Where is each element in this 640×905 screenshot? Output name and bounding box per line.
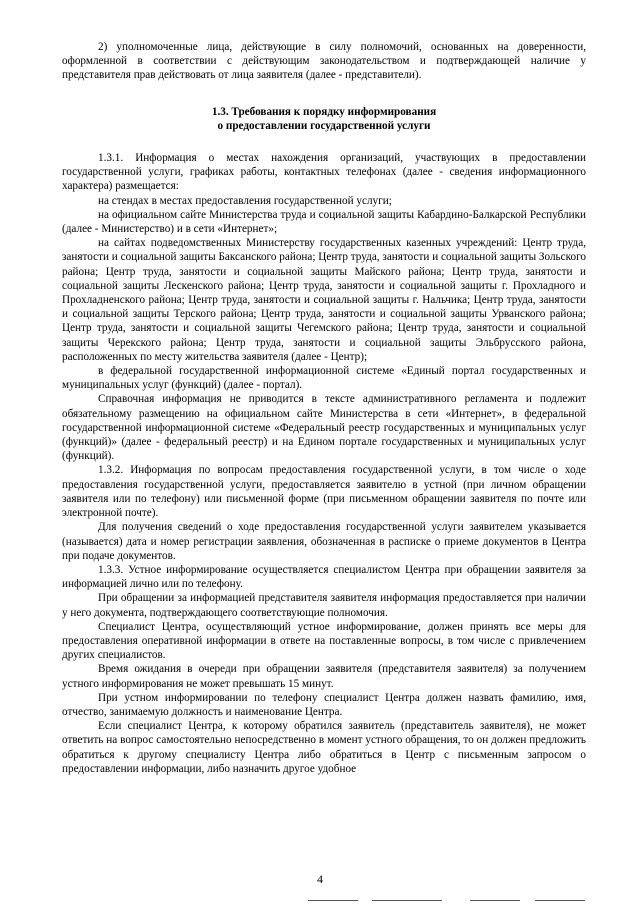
page-number: 4 [317, 872, 323, 886]
section-heading-line-2: о предоставлении государственной услуги [217, 119, 431, 132]
body-paragraph: Справочная информация не приводится в тексте административного регламента и подлежит обязательному размещению на официальном сайте Министерства в сети «Интернет», в федеральной государственной информационной системе «Федеральный реестр государственных и муниципальных услуг (функций)» (далее - федеральный реестр) и на Едином портале государственных и муниципальных услуг (функций). [62, 393, 586, 463]
section-heading [62, 105, 586, 133]
body-paragraph: Для получения сведений о ходе предоставления государственной услуги заявителем указывается (называется) дата и номер регистрации заявления, обозначенная в расписке о приеме документов в Центра при подаче документов. [62, 521, 586, 562]
scan-artifact-line [308, 900, 358, 901]
body-paragraph: 1.3.2. Информация по вопросам предоставления государственной услуги, в том числе о ходе предоставления государственной услуги, предоставляется заявителю в устной (при личном обращении заявителя или по телефону) или письменной форме (при письменном обращении заявителя по почте или электронной почте). [62, 464, 586, 520]
body-paragraph: 1.3.1. Информация о местах нахождения организаций, участвующих в предоставлении государственной услуги, графиках работы, контактных телефонах (далее - сведения информационного характера) размещается: [62, 152, 586, 193]
body-paragraph: Время ожидания в очереди при обращении заявителя (представителя заявителя) за получением устного информирования не может превышать 15 минут. [62, 663, 586, 690]
body-paragraph: на официальном сайте Министерства труда и социальной защиты Кабардино-Балкарской Республики (далее - Министерство) и в сети «Интернет»; [62, 208, 586, 236]
document-page [62, 40, 586, 776]
scan-artifact-line [372, 900, 442, 901]
body-paragraph: в федеральной государственной информационной системе «Единый портал государственных и муниципальных услуг (функций) (далее - портал). [62, 365, 586, 392]
body-paragraph: Если специалист Центра, к которому обратился заявитель (представитель заявителя), не может ответить на вопрос самостоятельно непосредственно в момент устного обращения, то он должен предложить обратиться к другому специалисту Центра либо обратиться в Центр с письменным запросом о предоставлении информации, либо назначить другое удобное [62, 720, 586, 775]
body-paragraph: При обращении за информацией представителя заявителя информация предоставляется при наличии у него документа, подтверждающего соответствующие полномочия. [62, 592, 586, 619]
body-paragraph: на стендах в местах предоставления государственной услуги; [98, 194, 392, 207]
section-heading-line-1: 1.3. Требования к порядку информирования [211, 105, 437, 118]
intro-paragraph: 2) уполномоченные лица, действующие в силу полномочий, основанных на доверенности, оформленной в соответствии с действующим законодательством и подтверждающей наличие у представителя прав действовать от лица заявителя (далее - представители). [62, 41, 586, 82]
body-paragraph: на сайтах подведомственных Министерству государственных казенных учреждений: Центр труда, занятости и социальной защиты Баксанского района; Центр труда, занятости и социальной защиты Зольского района; Центр труда, занятости и социальной защиты Майского района; Центр труда, занятости и социальной защиты Лескенского района; Центр труда, занятости и социальной защиты г. Прохладного и Прохладненского района; Центр труда, занятости и социальной защиты г. Нальчика; Центр труда, занятости и социальной защиты Терского района; Центр труда, занятости и социальной защиты Урванского района; Центр труда, занятости и социальной защиты Чегемского района; Центр труда, занятости и социальной защиты Черекского района; Центр труда, занятости и социальной защиты Эльбрусского района, расположенных по месту жительства заявителя (далее - Центр); [62, 237, 586, 363]
body-paragraph: Специалист Центра, осуществляющий устное информирование, должен принять все меры для предоставления оперативной информации в ответе на поставленные вопросы, в том числе с привлечением других специалистов. [62, 620, 586, 662]
body-paragraph: 1.3.3. Устное информирование осуществляется специалистом Центра при обращении заявителя за информацией лично или по телефону. [62, 563, 586, 591]
scan-artifact-line [535, 900, 585, 901]
body-paragraph: При устном информировании по телефону специалист Центра должен назвать фамилию, имя, отчество, занимаемую должность и наименование Центра. [62, 691, 586, 718]
scan-artifact-line [470, 900, 520, 901]
